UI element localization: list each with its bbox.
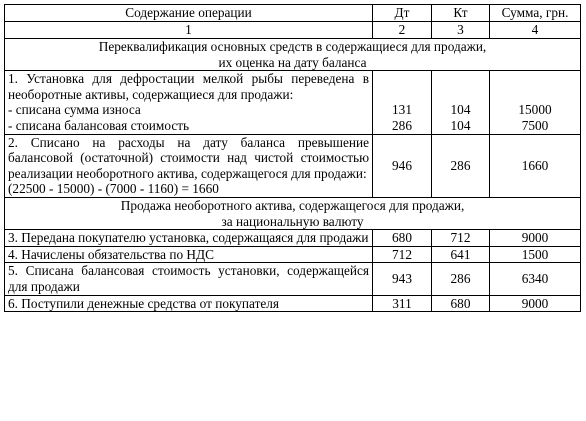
op1-sub1-label: - списана сумма износа bbox=[8, 102, 141, 118]
op2-sum: 1660 bbox=[490, 134, 581, 197]
column-number-2: 2 bbox=[373, 22, 432, 39]
op6-text: 6. Поступили денежные средства от покупателя bbox=[5, 295, 373, 312]
column-number-4: 4 bbox=[490, 22, 581, 39]
header-credit: Кт bbox=[432, 5, 490, 22]
op6-sum: 9000 bbox=[490, 295, 581, 312]
op5-sum: 6340 bbox=[490, 263, 581, 295]
op3-kt: 712 bbox=[432, 230, 490, 247]
header-row bbox=[5, 5, 581, 22]
table-row bbox=[5, 295, 581, 312]
header-amount: Сумма, грн. bbox=[490, 5, 581, 22]
table-row bbox=[5, 246, 581, 263]
op2-dt: 946 bbox=[373, 134, 432, 197]
section-heading-2 bbox=[5, 197, 581, 229]
op2-kt: 286 bbox=[432, 134, 490, 197]
op1-sub2-dt: 286 bbox=[392, 117, 412, 133]
table-row bbox=[5, 71, 581, 134]
section2-line1: Продажа необоротного актива, содержащегося для продажи, bbox=[120, 197, 465, 213]
op6-dt: 311 bbox=[373, 295, 432, 312]
operations-table bbox=[4, 4, 581, 312]
op1-sub2-kt: 104 bbox=[450, 117, 471, 133]
column-number-3: 3 bbox=[432, 22, 490, 39]
op5-text: 5. Списана балансовая стоимость установки, содержащейся для продажи bbox=[5, 263, 373, 295]
op6-kt: 680 bbox=[432, 295, 490, 312]
column-number-row bbox=[5, 22, 581, 39]
op1-sub1-sum: 15000 bbox=[518, 102, 552, 118]
header-debit: Дт bbox=[373, 5, 432, 22]
op2-text: 2. Списано на расходы на дату баланса превышение балансовой (остаточной) стоимости над чистой стоимостью реализации необоротного актива, содержащегося для продажи: bbox=[8, 134, 369, 181]
op4-sum: 1500 bbox=[490, 246, 581, 263]
op1-sub1-dt: 131 bbox=[392, 102, 412, 118]
op5-kt: 286 bbox=[432, 263, 490, 295]
section-heading-1 bbox=[5, 39, 581, 71]
section2-line2: за национальную валюту bbox=[221, 213, 364, 229]
header-operation: Содержание операции bbox=[5, 5, 373, 22]
section1-line2: их оценка на дату баланса bbox=[218, 54, 367, 70]
table-row bbox=[5, 230, 581, 247]
table-row bbox=[5, 263, 581, 295]
ledger-table-container bbox=[4, 4, 580, 417]
op3-dt: 680 bbox=[373, 230, 432, 247]
op1-sub1-kt: 104 bbox=[450, 102, 471, 118]
op1-text: 1. Установка для дефростации мелкой рыбы переведена в необоротные активы, содержащиеся для продажи: bbox=[8, 71, 369, 102]
op4-kt: 641 bbox=[432, 246, 490, 263]
column-number-1: 1 bbox=[5, 22, 373, 39]
op4-dt: 712 bbox=[373, 246, 432, 263]
op2-formula: (22500 - 15000) - (7000 - 1160) = 1660 bbox=[8, 181, 219, 197]
op5-dt: 943 bbox=[373, 263, 432, 295]
section1-line1: Переквалификация основных средств в содержащиеся для продажи, bbox=[98, 39, 487, 54]
op3-sum: 9000 bbox=[490, 230, 581, 247]
op1-sub2-sum: 7500 bbox=[521, 117, 549, 133]
op3-text: 3. Передана покупателю установка, содержащаяся для продажи bbox=[5, 230, 373, 247]
table-row bbox=[5, 134, 581, 197]
op4-text: 4. Начислены обязательства по НДС bbox=[5, 246, 373, 263]
op1-sub2-label: - списана балансовая стоимость bbox=[8, 117, 190, 133]
